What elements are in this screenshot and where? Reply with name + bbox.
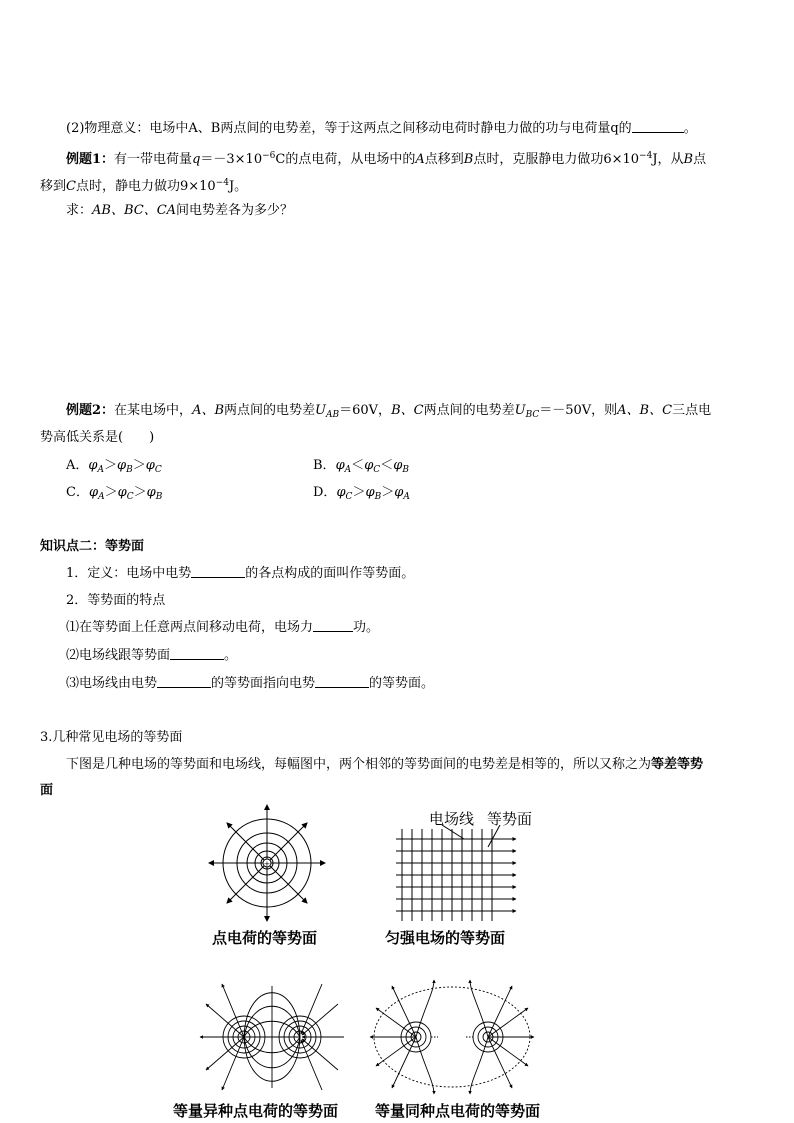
- option-b[interactable]: B．$\varphi_A<\varphi_C<\varphi_B$: [313, 458, 409, 475]
- caption-opposite-charges: 等量异种点电荷的等势面: [173, 1102, 339, 1120]
- example1-line1: 例题1：有一带电荷量$q=-3\times 10^{-6}C$的点电荷，从电场中的A点移到B点时，克服静电力做功$6\times 10^{-4}J$，从B点: [66, 151, 707, 167]
- label-field-line: 电场线: [429, 810, 475, 828]
- figure-uniform-field: [392, 825, 520, 925]
- kp2-feature-3: ⑶电场线由电势 的等势面指向电势 的等势面。: [66, 676, 435, 691]
- option-a[interactable]: A．$\varphi_A>\varphi_B>\varphi_C$: [66, 458, 162, 475]
- figure-opposite-charges: [196, 976, 348, 1098]
- blank-answer[interactable]: [313, 619, 353, 632]
- caption-same-charges: 等量同种点电荷的等势面: [375, 1102, 541, 1120]
- option-c[interactable]: C．$\varphi_A>\varphi_C>\varphi_B$: [66, 485, 163, 502]
- blank-answer[interactable]: [157, 675, 211, 688]
- kp2-features-title: 2．等势面的特点: [66, 593, 166, 608]
- caption-point-charge: 点电荷的等势面: [212, 929, 318, 947]
- blank-answer[interactable]: [170, 647, 224, 660]
- example1-line2: 移到C点时，静电力做功$9\times 10^{-4}J$。: [40, 178, 248, 194]
- blank-answer[interactable]: [315, 675, 369, 688]
- example1-question: 求：AB、BC、CA间电势差各为多少？: [66, 203, 294, 218]
- blank-answer[interactable]: [632, 120, 684, 133]
- figure-same-charges: [368, 978, 536, 1096]
- example2-line2: 势高低关系是( ): [40, 430, 155, 445]
- kp2-feature-1: ⑴在等势面上任意两点间移动电荷，电场力 功。: [66, 620, 380, 635]
- kp2-feature-2: ⑵电场线跟等势面 。: [66, 648, 238, 663]
- kp2-definition: 1．定义：电场中电势 的各点构成的面叫作等势面。: [66, 566, 415, 581]
- section3-paragraph-line1: 下图是几种电场的等势面和电场线，每幅图中，两个相邻的等势面间的电势差是相等的，所以又称之为等差等势: [66, 757, 704, 772]
- meaning-line: (2)物理意义：电场中A、B两点间的电势差，等于这两点之间移动电荷时静电力做的功与电荷量q的 。: [66, 121, 697, 136]
- kp2-title: 知识点二：等势面: [40, 539, 145, 554]
- caption-uniform-field: 匀强电场的等势面: [385, 929, 506, 947]
- blank-answer[interactable]: [191, 565, 245, 578]
- example2-line1: 例题2：在某电场中，A、B两点间的电势差$U_{AB}=60V$，B、C两点间的电势差$U_{BC}=-50V$，则A、B、C三点电: [66, 403, 712, 420]
- section3-title: 3.几种常见电场的等势面: [40, 730, 183, 745]
- label-equipotential: 等势面: [487, 810, 533, 828]
- figure-point-charge: [207, 803, 327, 923]
- point-charge-symbol: +: [263, 859, 271, 869]
- section3-paragraph-line2: 面: [40, 783, 54, 798]
- option-d[interactable]: D．$\varphi_C>\varphi_B>\varphi_A$: [313, 485, 410, 502]
